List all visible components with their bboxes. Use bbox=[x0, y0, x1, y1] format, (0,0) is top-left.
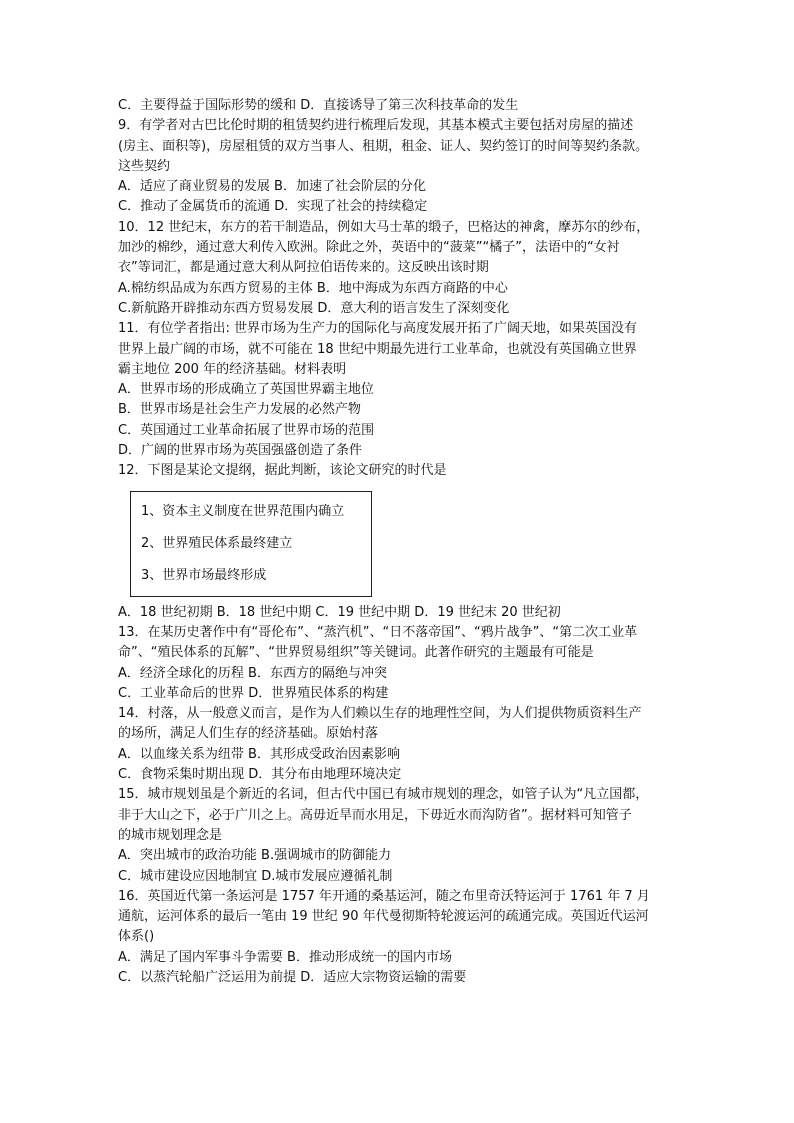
text-line: 的城市规划理念是 bbox=[118, 827, 223, 843]
text-line: (房主、面积等)，房屋租赁的双方当事人、租期，租金、证人、契约签订的时间等契约条款。 bbox=[118, 138, 649, 154]
text-line: 的场所，满足人们生存的经济基础。原始村落 bbox=[118, 726, 379, 742]
text-line: 世界上最广阔的市场，就不可能在 18 世纪中期最先进行工业革命，也就没有英国确立世界 bbox=[118, 341, 637, 357]
document-body bbox=[118, 96, 678, 988]
text-line: C．主要得益于国际形势的缓和 D．直接诱导了第三次科技革命的发生 bbox=[118, 98, 519, 113]
text-line: 体系() bbox=[118, 929, 155, 945]
text-line: C．工业革命后的世界 D．世界殖民体系的构建 bbox=[118, 685, 389, 701]
text-line: 9．有学者对古巴比伦时期的租赁契约进行梳理后发现，其基本模式主要包括对房屋的描述 bbox=[118, 118, 634, 134]
text-line: 非于大山之下，必于广川之上。高毋近旱而水用足，下毋近水而沟防省”。据材料可知管子 bbox=[118, 807, 632, 823]
text-line: 霸主地位 200 年的经济基础。材料表明 bbox=[118, 361, 347, 377]
text-line: 衣”等词汇，都是通过意大利从阿拉伯语传来的。这反映出该时期 bbox=[118, 260, 489, 276]
text-line: A．经济全球化的历程 B．东西方的隔绝与冲突 bbox=[118, 665, 387, 681]
text-line: 通航，运河体系的最后一笔由 19 世纪 90 年代曼彻斯特轮渡运河的疏通完成。英国近代运河 bbox=[118, 909, 649, 925]
text-line: 14．村落，从一般意义而言，是作为人们赖以生存的地理性空间，为人们提供物质资料生产 bbox=[118, 706, 642, 722]
text-line: C．以蒸汽轮船广泛运用为前提 D．适应大宗物资运输的需要 bbox=[118, 969, 467, 985]
text-line: 10．12 世纪末，东方的若干制造品，例如大马士革的缎子，巴格达的神禽，摩苏尔的纱布， bbox=[118, 219, 650, 235]
text-line: A．满足了国内军事斗争需要 B．推动形成统一的国内市场 bbox=[118, 949, 452, 965]
text-line: A．18 世纪初期 B．18 世纪中期 C．19 世纪中期 D．19 世纪末 20 世纪初 bbox=[118, 604, 561, 620]
text-line: 12．下图是某论文提纲，据此判断，该论文研究的时代是 bbox=[118, 463, 447, 479]
text-line: 15．城市规划虽是个新近的名词，但古代中国已有城市规划的理念，如管子认为“凡立国都， bbox=[118, 787, 649, 803]
text-line: 16．英国近代第一条运河是 1757 年开通的桑基运河，随之布里奇沃特运河于 1761 年 7 月 bbox=[118, 888, 650, 904]
text-line: A．突出城市的政治功能 B.强调城市的防御能力 bbox=[118, 848, 392, 864]
text-line: 这些契约 bbox=[118, 158, 171, 174]
text-line: A．以血缘关系为纽带 B．其形成受政治因素影响 bbox=[118, 746, 400, 762]
outline-item: 1、资本主义制度在世界范围内确立 bbox=[141, 503, 345, 519]
outline-item: 2、世界殖民体系最终建立 bbox=[141, 535, 293, 551]
text-line: B．世界市场是社会生产力发展的必然产物 bbox=[118, 402, 361, 418]
thesis-outline-box bbox=[130, 491, 372, 597]
text-line: 命”、“殖民体系的瓦解”、“世界贸易组织”等关键词。此著作研究的主题最有可能是 bbox=[118, 645, 594, 661]
text-line: 13．在某历史著作中有“哥伦布”、“蒸汽机”、“日不落帝国”、“鸦片战争”、“第二次工业革 bbox=[118, 624, 638, 640]
outline-item: 3、世界市场最终形成 bbox=[141, 567, 267, 583]
text-line: C．英国通过工业革命拓展了世界市场的范围 bbox=[118, 422, 375, 438]
text-line: C.新航路开辟推动东西方贸易发展 D．意大利的语言发生了深刻变化 bbox=[118, 300, 510, 316]
text-line: C．食物采集时期出现 D．其分布由地理环境决定 bbox=[118, 767, 402, 783]
question-text-top bbox=[118, 96, 678, 482]
text-line: A.棉纺织品成为东西方贸易的主体 B．地中海成为东西方商路的中心 bbox=[118, 280, 508, 296]
text-line: D．广阔的世界市场为英国强盛创造了条件 bbox=[118, 443, 363, 459]
text-line: 11．有位学者指出: 世界市场为生产力的国际化与高度发展开拓了广阔天地，如果英国没有 bbox=[118, 321, 638, 337]
text-line: A．世界市场的形成确立了英国世界霸主地位 bbox=[118, 382, 374, 398]
text-line: A．适应了商业贸易的发展 B．加速了社会阶层的分化 bbox=[118, 179, 426, 195]
text-line: C．城市建设应因地制宜 D.城市发展应遵循礼制 bbox=[118, 868, 393, 884]
text-line: C．推动了金属货币的流通 D．实现了社会的持续稳定 bbox=[118, 199, 428, 215]
text-line: 加沙的棉纱，通过意大利传入欧洲。除此之外，英语中的“菠菜”“橘子”，法语中的“女衬 bbox=[118, 240, 620, 256]
question-text-bottom bbox=[118, 603, 678, 989]
